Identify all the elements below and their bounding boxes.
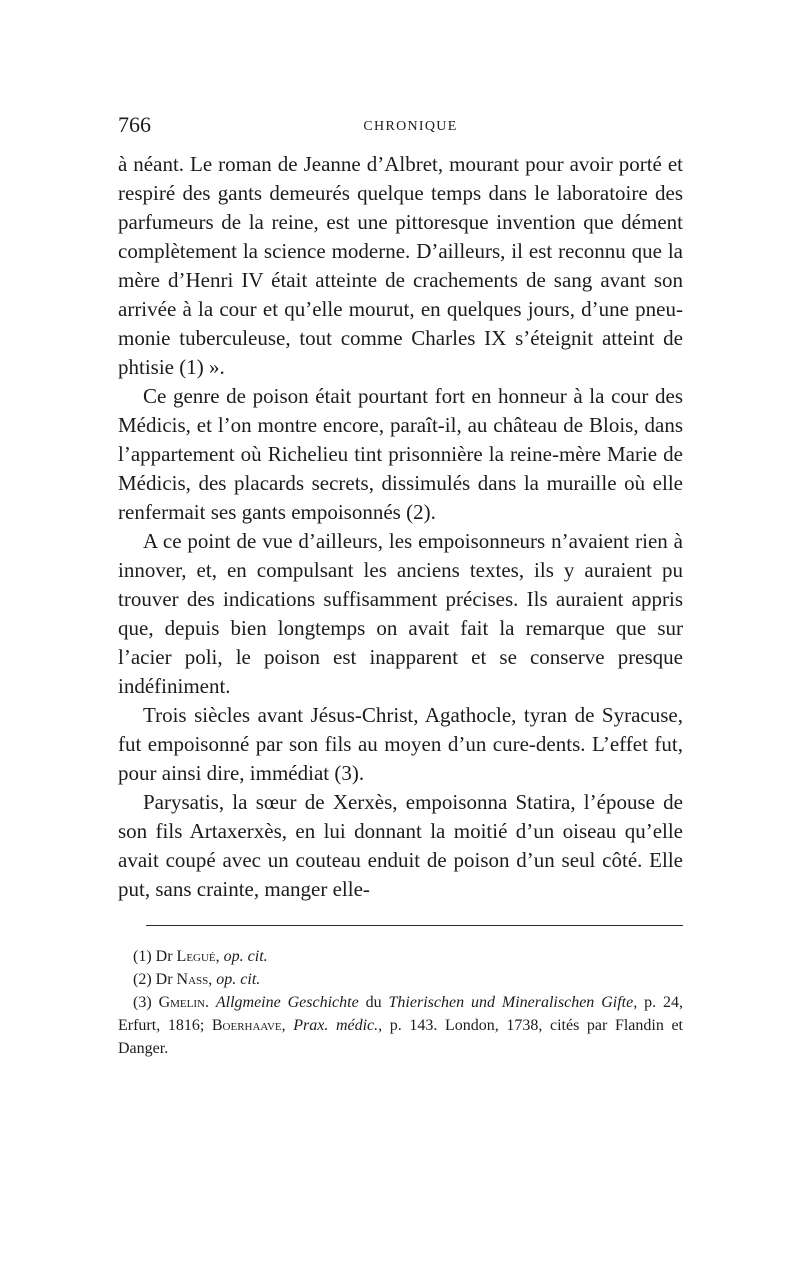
footnote-author: Gmelin. xyxy=(158,994,209,1011)
footnote-title: Dr xyxy=(155,971,173,988)
footnote-reference: op. cit. xyxy=(223,948,268,965)
paragraph-1: à néant. Le roman de Jeanne d’Albret, mourant pour avoir porté et respiré des gants demeurés quelque temps dans le laboratoire des parfumeurs de la reine, est une pittoresque invention que dément complètement la science moderne. D’ailleurs, il est reconnu que la mère d’Henri IV était atteinte de crachements de sang avant son arrivée à la cour et qu’elle mourut, en quelques jours, d’une pneumonie tuberculeuse, tout comme Charles IX s’éteignit atteint de phtisie (1) ». xyxy=(118,152,683,379)
running-head: CHRONIQUE xyxy=(363,119,458,134)
footnote-work-title: Prax. médic., xyxy=(293,1017,383,1034)
footnote-reference: op. cit. xyxy=(216,971,261,988)
footnote-3 xyxy=(118,991,683,1060)
footnote-marker: (3) xyxy=(133,994,152,1011)
footnote-author: Legué, xyxy=(176,948,220,965)
footnote-author: Boerhaave, xyxy=(211,1017,286,1034)
footnote-1 xyxy=(118,945,683,968)
paragraph-4: Trois siècles avant Jésus-Christ, Agathocle, tyran de Syracuse, fut empoisonné par son fils au moyen d’un cure-dents. L’effet fut, pour ainsi dire, immédiat (3). xyxy=(118,703,683,785)
footnote-details: p. 24, Erfurt, 1816; xyxy=(118,994,684,1034)
footnote-work-title: Allgmeine Geschichte xyxy=(215,994,359,1011)
paragraph-5: Parysatis, la sœur de Xerxès, empoisonna Statira, l’épouse de son fils Artaxerxès, en lui donnant la moitié d’un oiseau qu’elle avait coupé avec un couteau enduit de poison d’un seul côté. Elle put, sans crainte, manger elle- xyxy=(118,790,683,901)
page-header xyxy=(118,112,683,142)
footnote-details: p. 143. London, 1738, cités par Flandin et Danger. xyxy=(118,1017,683,1057)
footnotes xyxy=(118,945,683,1060)
footnote-connector: du xyxy=(365,994,382,1011)
footnote-title: Dr xyxy=(155,948,173,965)
footnote-divider xyxy=(146,925,683,926)
paragraph-3: A ce point de vue d’ailleurs, les empoisonneurs n’avaient rien à innover, et, en compulsant les anciens textes, ils y auraient pu trouver des indications suffisamment précises. Ils auraient appris que, depuis bien longtemps on avait fait la remarque que sur l’acier poli, le poison est inapparent et se conserve presque indéfiniment. xyxy=(118,529,683,698)
footnote-marker: (2) xyxy=(133,971,152,988)
footnote-2 xyxy=(118,968,683,991)
paragraph-2: Ce genre de poison était pourtant fort en honneur à la cour des Médicis, et l’on montre encore, paraît-il, au château de Blois, dans l’appartement où Richelieu tint prisonnière la reine-mère Marie de Médicis, des placards secrets, dissimulés dans la muraille où elle renfermait ses gants empoisonnés (2). xyxy=(118,384,683,524)
page-number: 766 xyxy=(118,112,151,137)
footnote-author: Nass, xyxy=(176,971,213,988)
body-text xyxy=(118,150,683,904)
footnote-work-title: Thierischen und Mineralischen Gifte, xyxy=(388,994,638,1011)
footnote-marker: (1) xyxy=(133,948,152,965)
